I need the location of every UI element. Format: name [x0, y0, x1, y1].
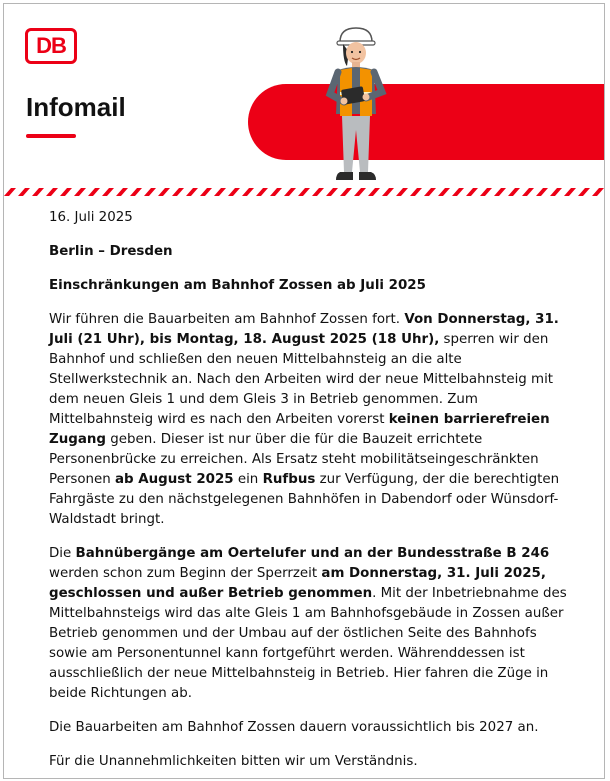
construction-worker-illustration — [316, 22, 396, 187]
email-date: 16. Juli 2025 — [49, 210, 133, 225]
p1-text-5: zur Verfügung, der die berechtigten Fahrgäste zu den nächstgelegenen Bahnhöfen in Dabendorf oder Wünsdorf-Waldstadt bringt. — [49, 472, 560, 527]
p2-text-2: werden schon zum Beginn der Sperrzeit — [49, 566, 322, 581]
paragraph-1 — [49, 310, 569, 530]
p1-text-3: geben. Dieser ist nur über die für die Bauzeit errichtete Personenbrücke zu erreichen. Als Ersatz steht mobilitätseingeschränkten Personen — [49, 432, 539, 487]
paragraph-2 — [49, 544, 569, 704]
p1-text-4: ein — [233, 472, 263, 487]
route-text: Berlin – Dresden — [49, 244, 173, 259]
title-underline — [26, 134, 76, 138]
p1-bold-dates: Von Donnerstag, 31. Juli (21 Uhr), bis Montag, 18. August 2025 (18 Uhr), — [49, 312, 559, 347]
infomail-frame — [3, 3, 605, 779]
route-heading — [49, 242, 569, 262]
header — [4, 4, 605, 204]
p2-text-3: . Mit der Inbetriebnahme des Mittelbahnsteigs wird das alte Gleis 1 am Bahnhofsgebäude in Zossen außer Betrieb genommen und der Umbau auf der östlichen Seite des Bahnhofs sowie am Personentunnel kann fortgeführt werden. Währenddessen ist ausschließlich der neue Mittelbahnsteig in Betrieb. Hier fahren die Züge in beide Richtungen ab. — [49, 586, 567, 701]
page-title: Infomail — [26, 92, 126, 122]
p2-bold-crossings: Bahnübergänge am Oertelufer und an der Bundesstraße B 246 — [75, 546, 550, 561]
p1-text-1: Wir führen die Bauarbeiten am Bahnhof Zossen fort. — [49, 312, 405, 327]
subject-text: Einschränkungen am Bahnhof Zossen ab Juli 2025 — [49, 278, 426, 293]
p1-bold-accessibility: keinen barrierefreien Zugang — [49, 412, 550, 447]
subject-heading — [49, 276, 569, 296]
p1-bold-rufbus: Rufbus — [262, 472, 316, 487]
paragraph-3: Die Bauarbeiten am Bahnhof Zossen dauern voraussichtlich bis 2027 an. — [49, 720, 539, 735]
p1-text-2: sperren wir den Bahnhof und schließen den neuen Mittelbahnsteig an die alte Stellwerkstechnik an. Nach den Arbeiten wird der neue Mittelbahnsteig mit dem neuen Gleis 1 und dem Gleis 3 in Betrieb genommen. Zum Mittelbahnsteig wird es nach den Arbeiten vorerst — [49, 332, 554, 427]
email-body — [49, 208, 569, 779]
db-logo-text: DB — [36, 33, 66, 58]
red-banner-shape — [248, 84, 605, 160]
striped-divider — [4, 188, 605, 196]
p2-bold-closure: am Donnerstag, 31. Juli 2025, geschlossen und außer Betrieb genommen — [49, 566, 546, 601]
p2-text-1: Die — [49, 546, 76, 561]
paragraph-4: Für die Unannehmlichkeiten bitten wir um Verständnis. — [49, 754, 418, 769]
db-logo — [25, 28, 77, 64]
p1-bold-august: ab August 2025 — [114, 472, 234, 487]
